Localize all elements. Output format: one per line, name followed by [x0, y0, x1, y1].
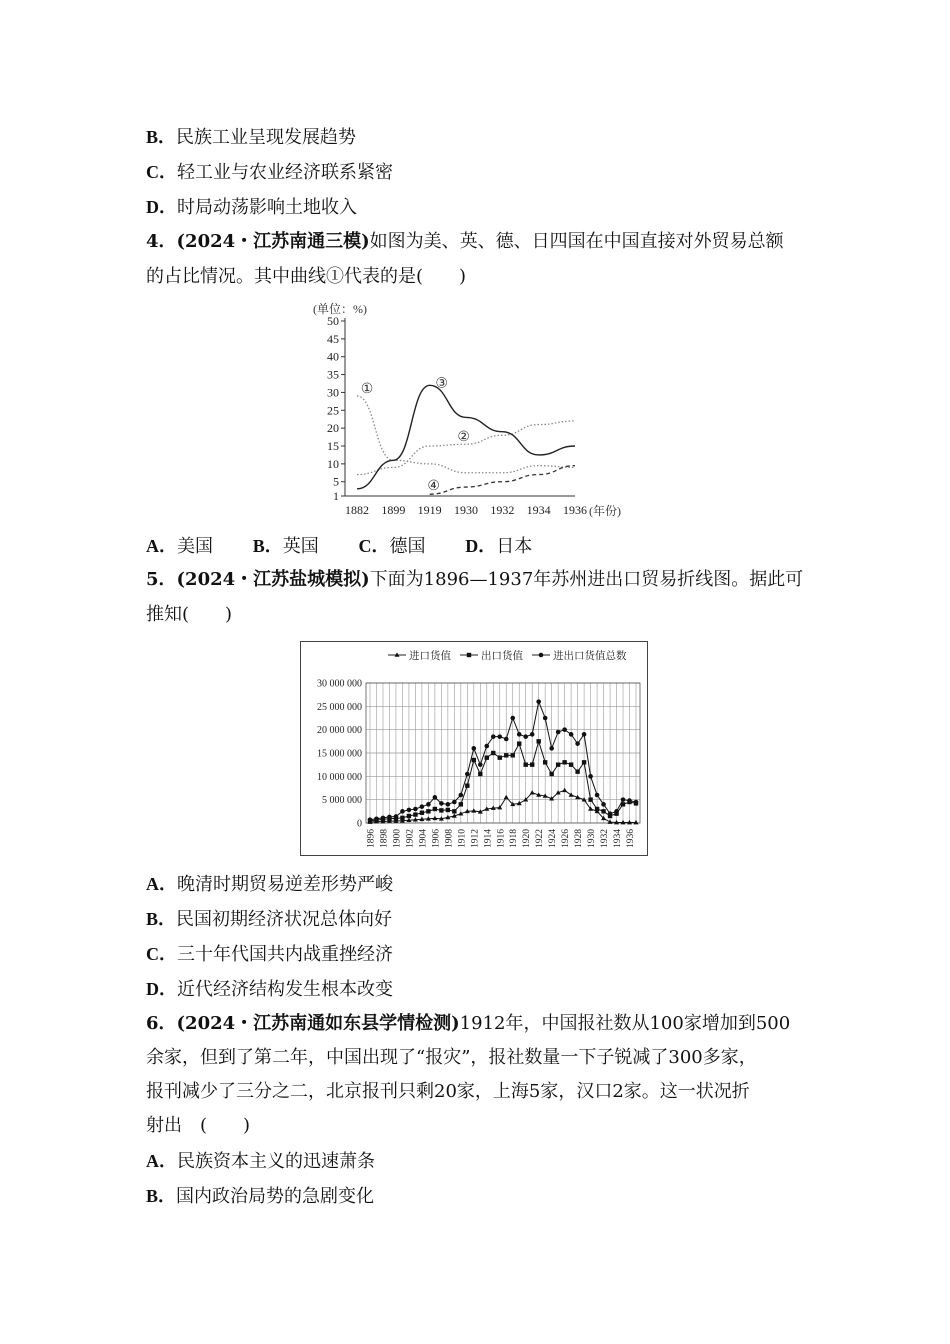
- chart2-ytick-label: 15 000 000: [317, 748, 362, 760]
- chart2-point: [569, 732, 574, 737]
- chart1-ytick-label: 30: [327, 385, 339, 400]
- option-text: 民国初期经济状况总体向好: [176, 909, 393, 930]
- chart1-xtick-label: 1930: [454, 503, 478, 517]
- chart2-point: [549, 772, 553, 776]
- q3-option-c: [146, 161, 393, 184]
- chart2-point: [491, 751, 495, 755]
- chart1-ytick-label: 15: [327, 439, 339, 453]
- q4-stem-line2: 的占比情况。其中曲线①代表的是( ): [146, 266, 467, 287]
- option-text: 民族工业呈现发展趋势: [176, 127, 357, 148]
- chart2-point: [588, 797, 592, 801]
- q4-option-a: A．美国: [146, 536, 213, 557]
- chart2-xtick-label: 1910: [457, 829, 468, 848]
- chart1-ytick-label: 45: [327, 331, 339, 346]
- option-letter: C．: [146, 944, 177, 964]
- option-text: 晚清时期贸易逆差形势严峻: [177, 874, 393, 895]
- chart2-xtick-label: 1930: [587, 829, 598, 848]
- q4-stem-line1: [146, 231, 784, 253]
- chart2-point: [562, 760, 566, 764]
- chart2-point: [621, 797, 626, 802]
- chart2-point: [608, 811, 613, 816]
- chart2-ytick-label: 30 000 000: [317, 678, 362, 690]
- chart2-ytick-label: 10 000 000: [317, 771, 362, 783]
- chart1-ytick-label: 25: [327, 403, 339, 418]
- chart2-point: [459, 802, 463, 806]
- chart2-point: [478, 772, 482, 776]
- q6-stem-line4: 射出 ( ): [146, 1115, 251, 1136]
- option-letter: A．: [146, 874, 177, 894]
- chart2-point: [569, 762, 573, 766]
- option-letter: D．: [146, 197, 177, 217]
- chart1-xtick-label: 1936: [563, 503, 587, 517]
- question-number: 4．: [146, 231, 177, 252]
- chart2-point: [556, 730, 561, 735]
- chart2-point: [536, 699, 541, 704]
- chart2-point: [387, 815, 392, 820]
- chart2-point: [582, 732, 587, 737]
- chart2-point: [485, 755, 489, 759]
- q4-options: [146, 535, 566, 558]
- chart2-point: [400, 809, 405, 814]
- chart2-xtick-label: 1936: [626, 829, 637, 848]
- q5-option-c: [146, 943, 393, 966]
- question-text: 1912年，中国报社数从100家增加到500: [459, 1013, 791, 1034]
- trade-share-chart: [305, 296, 645, 521]
- option-text: 时局动荡影响土地收入: [177, 197, 357, 218]
- q3-option-b: [146, 126, 356, 149]
- chart2-xtick-label: 1932: [600, 829, 611, 848]
- option-text: 三十年代国共内战重挫经济: [177, 944, 393, 965]
- chart2-point: [549, 746, 554, 751]
- chart2-point: [381, 816, 386, 821]
- chart2-legend-label: 出口货值: [481, 651, 523, 662]
- chart2-point: [634, 800, 639, 805]
- chart2-point: [368, 817, 373, 822]
- chart2-point: [491, 734, 496, 739]
- q4-option-c: C．德国: [358, 536, 426, 557]
- chart2-point: [452, 800, 457, 805]
- chart2-point: [517, 732, 522, 737]
- chart2-point: [601, 802, 606, 807]
- chart2-point: [465, 772, 470, 777]
- chart2-point: [536, 739, 540, 743]
- chart2-legend-marker: [539, 653, 544, 658]
- question-number: 6．: [146, 1013, 177, 1034]
- chart2-point: [465, 783, 469, 787]
- chart2-point: [562, 727, 567, 732]
- chart2-point: [413, 812, 417, 816]
- question-text: 下面为1896—1937年苏州进出口贸易折线图。据此可: [369, 569, 804, 590]
- chart1-xtick-label: 1932: [490, 503, 515, 517]
- chart1-ytick-label: 1: [333, 489, 339, 503]
- chart2-xtick-label: 1900: [392, 829, 403, 848]
- option-letter: B．: [146, 909, 177, 929]
- chart2-xtick-label: 1896: [366, 829, 377, 848]
- chart2-point: [530, 762, 534, 766]
- chart2-point: [439, 801, 444, 806]
- suzhou-trade-chart: [300, 641, 650, 858]
- chart1-series-label: ②: [457, 430, 470, 445]
- q6-option-b: [146, 1185, 374, 1208]
- chart2-point: [374, 817, 379, 822]
- chart1-xlabel: (年份): [589, 504, 621, 518]
- chart2-point: [394, 814, 399, 819]
- chart2-xtick-label: 1928: [574, 829, 585, 848]
- option-text: 近代经济结构发生根本改变: [177, 979, 393, 1000]
- chart2-point: [595, 793, 600, 798]
- chart2-xtick-label: 1902: [405, 829, 416, 848]
- chart1-ytick-label: 35: [327, 367, 339, 382]
- chart2-xtick-label: 1914: [483, 829, 494, 848]
- chart2-xtick-label: 1924: [548, 829, 559, 848]
- q4-option-b: B．英国: [252, 536, 319, 557]
- question-source: (2024・江苏南通三模): [176, 231, 370, 252]
- chart2-point: [439, 808, 443, 812]
- chart2-point: [543, 716, 548, 721]
- chart2-xtick-label: 1906: [431, 829, 442, 848]
- chart2-xtick-label: 1920: [522, 829, 533, 848]
- chart2-point: [575, 769, 579, 773]
- chart2-point: [472, 746, 477, 751]
- q6-stem-line2: 余家，但到了第二年，中国出现了“报灾”，报社数量一下子锐减了300多家，: [146, 1047, 757, 1068]
- chart2-point: [407, 808, 412, 813]
- chart2-point: [556, 762, 560, 766]
- chart1-xtick-label: 1882: [345, 503, 369, 517]
- option-letter: D．: [146, 979, 177, 999]
- question-source: (2024・江苏南通如东县学情检测): [176, 1013, 460, 1034]
- chart2-xtick-label: 1918: [509, 829, 520, 848]
- q5-stem-line1: [146, 569, 803, 591]
- option-text: 民族资本主义的迅速萧条: [177, 1151, 375, 1172]
- chart2-point: [517, 741, 521, 745]
- chart2-point: [413, 807, 418, 812]
- chart1-xtick-label: 1899: [381, 503, 406, 517]
- option-text: 国内政治局势的急剧变化: [176, 1186, 375, 1207]
- chart1-series-label: ①: [360, 382, 374, 397]
- chart2-point: [407, 814, 411, 818]
- chart1-ytick-label: 40: [327, 349, 339, 364]
- option-letter: B．: [146, 127, 177, 147]
- chart2-point: [627, 798, 632, 803]
- chart2-xtick-label: 1898: [379, 829, 390, 848]
- chart2-point: [575, 741, 580, 746]
- chart2-xtick-label: 1904: [418, 829, 429, 848]
- chart2-legend-marker: [467, 653, 471, 657]
- chart2-point: [543, 760, 547, 764]
- chart2-point: [614, 809, 619, 814]
- chart2-point: [510, 716, 515, 721]
- q3-option-d: [146, 196, 357, 219]
- chart2-xtick-label: 1908: [444, 829, 455, 848]
- chart2-point: [420, 804, 425, 809]
- chart2-point: [484, 744, 489, 749]
- chart2-point: [498, 755, 502, 759]
- chart2-point: [504, 753, 508, 757]
- chart1-ylabel: (单位：%): [313, 302, 367, 316]
- chart2-xtick-label: 1926: [561, 829, 572, 848]
- q4-option-d: D．日本: [465, 536, 533, 557]
- chart2-point: [478, 762, 483, 767]
- chart2-point: [426, 802, 431, 807]
- chart2-xtick-label: 1922: [535, 829, 546, 848]
- chart2-point: [420, 811, 424, 815]
- chart1-ytick-label: 50: [327, 314, 339, 328]
- question-source: (2024・江苏盐城模拟): [176, 569, 370, 590]
- chart1-xtick-label: 1934: [526, 503, 551, 517]
- chart2-ytick-label: 5 000 000: [322, 795, 362, 807]
- chart2-ytick-label: 25 000 000: [317, 701, 362, 713]
- chart1-ytick-label: 20: [327, 421, 339, 436]
- chart2-ytick-label: 20 000 000: [317, 725, 362, 737]
- chart2-point: [582, 760, 586, 764]
- chart2-xtick-label: 1934: [613, 829, 624, 848]
- chart1-ytick-label: 5: [333, 474, 339, 489]
- chart2-point: [433, 807, 437, 811]
- chart1-series-label: ③: [435, 376, 448, 392]
- chart2-point: [446, 808, 450, 812]
- chart2-point: [497, 734, 502, 739]
- q5-stem-line2: 推知( ): [146, 604, 233, 625]
- chart2-point: [530, 732, 535, 737]
- chart2-point: [511, 753, 515, 757]
- chart2-point: [472, 758, 476, 762]
- question-number: 5．: [146, 569, 177, 590]
- chart2-point: [524, 762, 528, 766]
- chart2-point: [433, 795, 438, 800]
- chart2-xtick-label: 1916: [496, 829, 507, 848]
- option-letter: B．: [146, 1186, 177, 1206]
- q6-stem-line1: [146, 1013, 790, 1035]
- q5-option-a: [146, 873, 393, 896]
- chart2-point: [523, 734, 528, 739]
- q5-option-b: [146, 908, 392, 931]
- chart2-point: [588, 774, 593, 779]
- option-letter: C．: [146, 162, 177, 182]
- chart2-point: [504, 737, 509, 742]
- q6-stem-line3: 报刊减少了三分之二，北京报刊只剩20家，上海5家，汉口2家。这一状况折: [146, 1081, 750, 1102]
- chart1-series-label: ④: [427, 479, 440, 495]
- chart2-legend-label: 进口货值: [409, 651, 451, 662]
- chart2-point: [595, 807, 599, 811]
- chart2-point: [426, 809, 430, 813]
- chart1-xtick-label: 1919: [417, 503, 442, 517]
- option-text: 轻工业与农业经济联系紧密: [177, 162, 393, 183]
- chart2-point: [446, 802, 451, 807]
- chart2-xtick-label: 1912: [470, 829, 481, 848]
- chart2-point: [452, 809, 456, 813]
- chart2-point: [459, 793, 464, 798]
- option-letter: A．: [146, 1151, 177, 1171]
- q6-option-a: [146, 1150, 375, 1173]
- q5-option-d: [146, 978, 393, 1001]
- chart1-ytick-label: 10: [327, 456, 339, 471]
- chart2-point: [601, 809, 605, 813]
- question-text: 如图为美、英、德、日四国在中国直接对外贸易总额: [369, 231, 784, 252]
- chart2-ytick-label: 0: [357, 818, 362, 830]
- chart2-legend-label: 进出口货值总数: [553, 651, 627, 662]
- chart2-point: [400, 816, 404, 820]
